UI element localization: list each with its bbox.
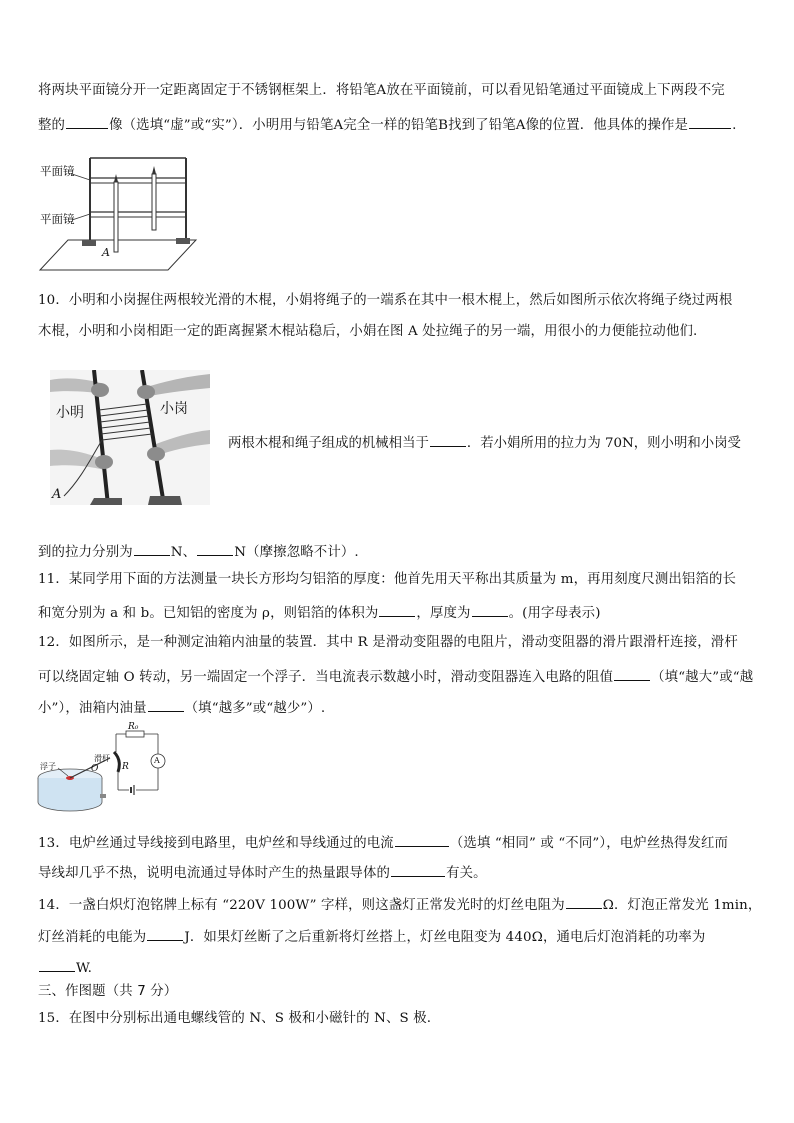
q10-text-line-3 xyxy=(38,541,760,562)
sticks-rope-figure xyxy=(50,370,210,505)
q10-side-part-b: ．若小娟所用的拉力为 70N，则小明和小岗受 xyxy=(466,436,741,451)
q10-line3-part-a: 到的拉力分别为 xyxy=(38,545,133,560)
answer-blank[interactable] xyxy=(379,602,415,617)
answer-blank[interactable] xyxy=(197,541,233,556)
rod-label: 滑杆 xyxy=(94,754,110,763)
q11-text-line-1: 11．某同学用下面的方法测量一块长方形均匀铝箔的厚度：他首先用天平称出其质量为 m，再用刻度尺测出铝箔的长 xyxy=(38,572,737,587)
q13-line1-part-b: （选填 “相同” 或 “不同”），电炉丝热得发红而 xyxy=(449,836,729,851)
q13-text-line-1 xyxy=(38,832,760,853)
q14-line1-part-a: 14．一盏白炽灯泡铭牌上标有 “220V 100W” 字样，则这盏灯正常发光时的灯丝电阻为 xyxy=(38,898,565,913)
answer-blank[interactable] xyxy=(134,541,170,556)
q11-line2-part-a: 和宽分别为 a 和 b。已知铝的密度为 ρ，则铝箔的体积为 xyxy=(38,606,379,621)
q15-text-line-1: 15．在图中分别标出通电螺线管的 N、S 极和小磁针的 N、S 极. xyxy=(38,1011,432,1026)
q13-line1-part-a: 13．电炉丝通过导线接到电路里，电炉丝和导线通过的电流 xyxy=(38,836,394,851)
answer-blank[interactable] xyxy=(66,114,108,129)
answer-blank[interactable] xyxy=(614,666,650,681)
ammeter-label: A xyxy=(154,756,160,765)
q13-text-line-2 xyxy=(38,862,760,883)
q13-line2-part-b: 有关。 xyxy=(446,866,487,881)
q10-side-text xyxy=(228,432,741,453)
q10-text-line-2: 木棍，小明和小岗相距一定的距离握紧木棍站稳后，小娟在图 A 处拉绳子的另一端，用很小的力便能拉动他们. xyxy=(38,324,698,339)
q12-line2-part-b: （填“越大”或“越 xyxy=(651,670,754,685)
q14-line2-part-a: 灯丝消耗的电能为 xyxy=(38,930,147,945)
q11-line2-part-b: ，厚度为 xyxy=(416,606,471,621)
q11-line2-part-c: 。(用字母表示) xyxy=(508,606,601,621)
q10-side-part-a: 两根木棍和绳子组成的机械相当于 xyxy=(228,436,429,451)
q14-line1-part-b: Ω．灯泡正常发光 1min， xyxy=(602,898,762,913)
answer-blank[interactable] xyxy=(395,832,449,847)
pencil-label-a: A xyxy=(102,246,110,259)
mirror-figure xyxy=(38,152,198,274)
q9-line2-part-b: 像（选填“虚”或“实”）．小明用与铅笔A完全一样的铅笔B找到了铅笔A像的位置．他具体的操作是 xyxy=(109,118,689,133)
answer-blank[interactable] xyxy=(689,114,731,129)
mirror-label-bottom: 平面镜 xyxy=(40,212,75,226)
answer-blank[interactable] xyxy=(148,697,184,712)
float-label: 浮子 xyxy=(40,762,56,771)
q9-text-line-1: 将两块平面镜分开一定距离固定于不锈钢框架上．将铅笔A放在平面镜前，可以看见铅笔通过平面镜成上下两段不完 xyxy=(38,83,725,98)
q11-text-line-2 xyxy=(38,602,760,623)
resistor-label-r0: R₀ xyxy=(128,722,139,732)
q10-line3-part-b: N、 xyxy=(170,545,197,560)
q14-text-line-3 xyxy=(38,957,760,978)
q9-line2-part-a: 整的 xyxy=(38,118,66,133)
q10-text-line-1: 10．小明和小岗握住两根较光滑的木棍，小娟将绳子的一端系在其中一根木棍上，然后如图所示依次将绳子绕过两根 xyxy=(38,293,733,308)
q12-text-line-1: 12．如图所示，是一种测定油箱内油量的装置．其中 R 是滑动变阻器的电阻片，滑动变阻器的滑片跟滑杆连接，滑杆 xyxy=(38,635,738,650)
q14-line2-part-b: J．如果灯丝断了之后重新将灯丝搭上，灯丝电阻变为 440Ω，通电后灯泡消耗的功率为 xyxy=(184,930,706,945)
q12-line2-part-a: 可以绕固定轴 O 转动，另一端固定一个浮子．当电流表示数越小时，滑动变阻器连入电路的阻值 xyxy=(38,670,614,685)
mirror-label-top: 平面镜 xyxy=(40,164,75,178)
q14-line3-text: W. xyxy=(76,961,92,976)
section-heading-drawing: 三、作图题（共 7 分） xyxy=(38,984,178,999)
answer-blank[interactable] xyxy=(566,894,602,909)
q12-text-line-3 xyxy=(38,697,760,718)
person-label-xiaogang: 小岗 xyxy=(160,401,188,417)
answer-blank[interactable] xyxy=(39,957,75,972)
rope-end-label-a: A xyxy=(52,487,62,502)
answer-blank[interactable] xyxy=(147,926,183,941)
resistor-label-r: R xyxy=(122,762,129,772)
q12-line3-part-a: 小”），油箱内油量 xyxy=(38,701,147,716)
q9-line2-part-c: . xyxy=(732,118,737,133)
q13-line2-part-a: 导线却几乎不热，说明电流通过导体时产生的热量跟导体的 xyxy=(38,866,391,881)
oil-gauge-figure xyxy=(36,722,176,814)
q9-text-line-2 xyxy=(38,114,760,135)
pivot-label-o: O xyxy=(91,764,99,774)
q10-line3-part-c: N（摩擦忽略不计）. xyxy=(234,545,359,560)
q12-line3-part-b: （填“越多”或“越少”）. xyxy=(184,701,326,716)
person-label-xiaoming: 小明 xyxy=(56,405,84,421)
answer-blank[interactable] xyxy=(391,862,445,877)
q14-text-line-2 xyxy=(38,926,760,947)
q12-text-line-2 xyxy=(38,666,760,687)
answer-blank[interactable] xyxy=(430,432,466,447)
answer-blank[interactable] xyxy=(472,602,508,617)
q14-text-line-1 xyxy=(38,894,760,915)
